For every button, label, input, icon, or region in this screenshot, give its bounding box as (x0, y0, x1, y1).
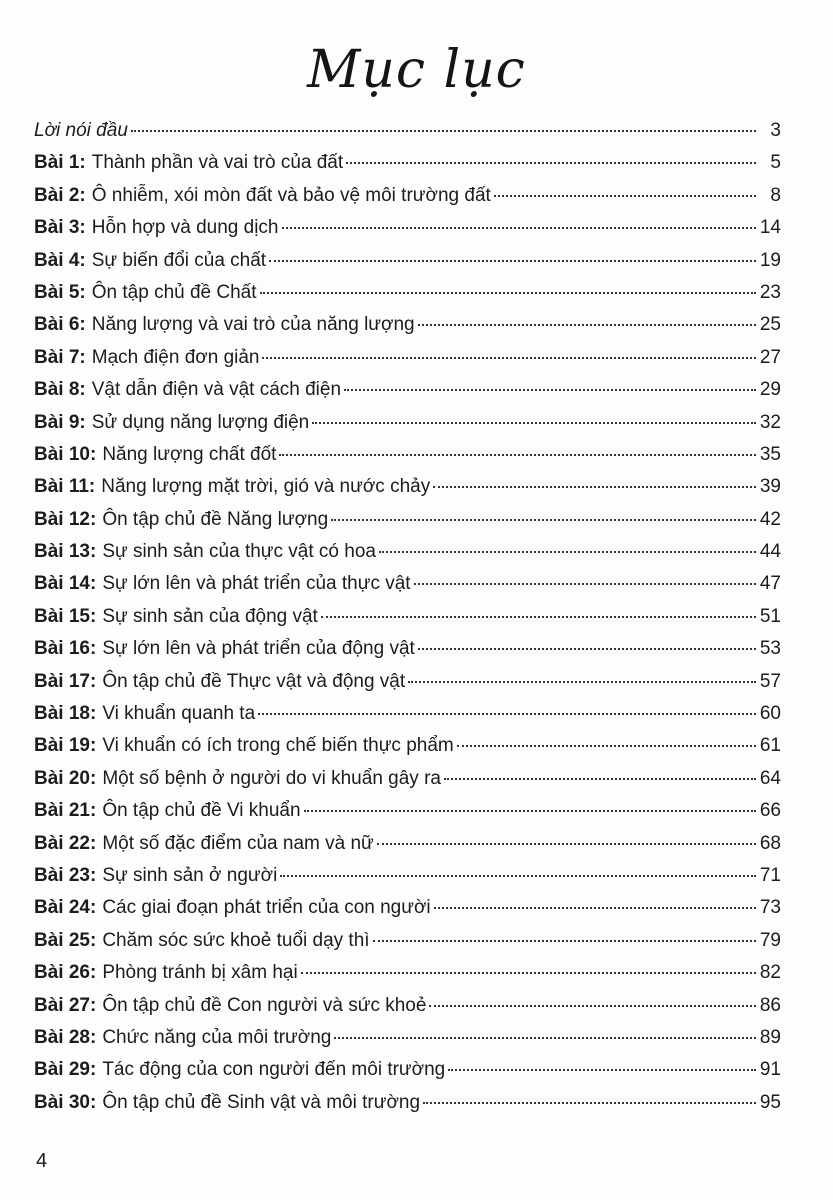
lesson-number: Bài 20: (34, 767, 97, 789)
toc-entry-page: 39 (759, 476, 781, 498)
toc-entry-title: Một số bệnh ở người do vi khuẩn gây ra (102, 767, 441, 789)
lesson-number: Bài 6: (34, 314, 86, 336)
toc-entry (34, 1025, 781, 1057)
dot-leader (131, 130, 756, 132)
toc-entry-page: 19 (759, 249, 781, 271)
dot-leader (418, 648, 756, 650)
toc-entry-title: Sử dụng năng lượng điện (91, 411, 310, 433)
toc-entry (34, 960, 781, 992)
dot-leader (377, 843, 756, 845)
toc-entry-page: 60 (759, 703, 781, 725)
dot-leader (334, 1037, 756, 1039)
toc-entry (34, 183, 781, 215)
dot-leader (379, 551, 756, 553)
toc-entry (34, 928, 781, 960)
toc-entry (34, 863, 781, 895)
toc-entry-title: Sự lớn lên và phát triển của thực vật (102, 573, 411, 595)
toc-entry (34, 895, 781, 927)
toc-entry (34, 798, 781, 830)
lesson-number: Bài 9: (34, 411, 86, 433)
toc-entry-page: 42 (759, 508, 781, 530)
toc-entry-title: Ôn tập chủ đề Con người và sức khoẻ (102, 994, 427, 1016)
toc-entry-title: Sự sinh sản ở người (102, 864, 278, 886)
toc-entry-title: Hỗn hợp và dung dịch (91, 217, 279, 239)
toc-entry-page: 23 (759, 281, 781, 303)
toc-entry-page: 14 (759, 217, 781, 239)
toc-entry-title: Các giai đoạn phát triển của con người (102, 897, 431, 919)
dot-leader (414, 583, 756, 585)
toc-entry-page: 47 (759, 573, 781, 595)
toc-entry-page: 3 (770, 120, 781, 141)
toc-entry-title: Năng lượng chất đốt (102, 443, 277, 465)
toc-entry-page: 89 (759, 1026, 781, 1048)
page-number: 4 (36, 1150, 48, 1172)
dot-leader (423, 1102, 756, 1104)
toc-entry-title: Ôn tập chủ đề Chất (91, 281, 257, 303)
toc-entry (34, 733, 781, 765)
dot-leader (429, 1005, 756, 1007)
lesson-number: Bài 8: (34, 379, 86, 401)
dot-leader (418, 324, 756, 326)
toc-entry-title: Sự sinh sản của động vật (102, 605, 318, 627)
dot-leader (494, 195, 756, 197)
toc-entry (34, 831, 781, 863)
lesson-number: Bài 29: (34, 1059, 97, 1081)
dot-leader (280, 875, 756, 877)
dot-leader (433, 486, 756, 488)
toc-entry-page: 27 (759, 346, 781, 368)
page-title: Mục lục (307, 40, 526, 100)
lesson-number: Bài 24: (34, 897, 97, 919)
dot-leader (408, 681, 756, 683)
toc-entry (34, 571, 781, 603)
toc-entry (34, 410, 781, 442)
toc-entry-page: 66 (759, 800, 781, 822)
lesson-number: Bài 17: (34, 670, 97, 692)
dot-leader (373, 940, 756, 942)
toc-entry-title: Năng lượng mặt trời, gió và nước chảy (101, 476, 431, 498)
toc-entry-title: Một số đặc điểm của nam và nữ (102, 832, 374, 854)
toc-entry-page: 29 (759, 379, 781, 401)
toc-entry-page: 86 (759, 994, 781, 1016)
lesson-number: Bài 2: (34, 184, 86, 206)
lesson-number: Bài 4: (34, 249, 86, 271)
toc-entry (34, 150, 781, 182)
lesson-number: Bài 23: (34, 864, 97, 886)
toc-entry (34, 248, 781, 280)
lesson-number: Bài 22: (34, 832, 97, 854)
toc-entry (34, 539, 781, 571)
lesson-number: Bài 18: (34, 703, 97, 725)
lesson-number: Bài 19: (34, 735, 97, 757)
lesson-number: Bài 25: (34, 929, 97, 951)
dot-leader (269, 260, 756, 262)
lesson-number: Bài 14: (34, 573, 97, 595)
toc-entry-page: 61 (759, 735, 781, 757)
lesson-number: Bài 13: (34, 541, 97, 563)
toc-entry-title: Sự sinh sản của thực vật có hoa (102, 541, 376, 563)
toc-entry-page: 91 (759, 1059, 781, 1081)
dot-leader (444, 778, 756, 780)
toc-entry-page: 64 (759, 767, 781, 789)
toc-entry-page: 8 (770, 184, 781, 206)
dot-leader (331, 519, 756, 521)
toc-entry-page: 68 (759, 832, 781, 854)
toc-entry (34, 442, 781, 474)
dot-leader (260, 292, 756, 294)
toc-entry-title: Thành phần và vai trò của đất (91, 152, 344, 174)
toc-entry-page: 82 (759, 962, 781, 984)
dot-leader (262, 357, 756, 359)
dot-leader (457, 745, 756, 747)
lesson-number: Bài 27: (34, 994, 97, 1016)
toc-entry-page: 73 (759, 897, 781, 919)
toc-entry-title: Năng lượng và vai trò của năng lượng (91, 314, 415, 336)
toc-entry (34, 474, 781, 506)
toc-entry-page: 25 (759, 314, 781, 336)
lesson-number: Bài 3: (34, 217, 86, 239)
toc-entry-page: 5 (770, 152, 781, 174)
lesson-number: Bài 16: (34, 638, 97, 660)
toc-entry-page: 44 (759, 541, 781, 563)
toc-entry (34, 604, 781, 636)
dot-leader (258, 713, 756, 715)
toc-entry-title: Ôn tập chủ đề Thực vật và động vật (102, 670, 406, 692)
table-of-contents (34, 118, 781, 1122)
dot-leader (344, 389, 756, 391)
lesson-number: Bài 12: (34, 508, 97, 530)
toc-entry-page: 35 (759, 443, 781, 465)
toc-entry (34, 312, 781, 344)
toc-entry-title: Chăm sóc sức khoẻ tuổi dạy thì (102, 929, 370, 951)
toc-entry-title: Ôn tập chủ đề Vi khuẩn (102, 800, 301, 822)
toc-entry (34, 1090, 781, 1122)
lesson-number: Bài 28: (34, 1026, 97, 1048)
toc-entry-intro (34, 118, 781, 150)
dot-leader (434, 907, 756, 909)
toc-entry-title: Phòng tránh bị xâm hại (102, 962, 298, 984)
toc-entry-title: Vi khuẩn quanh ta (102, 703, 256, 725)
toc-entry-title: Vật dẫn điện và vật cách điện (91, 379, 342, 401)
toc-entry-title: Ô nhiễm, xói mòn đất và bảo vệ môi trường đất (91, 184, 491, 206)
toc-entry-page: 53 (759, 638, 781, 660)
dot-leader (448, 1069, 756, 1071)
toc-entry (34, 636, 781, 668)
lesson-number: Bài 15: (34, 605, 97, 627)
lesson-number: Bài 5: (34, 281, 86, 303)
dot-leader (321, 616, 756, 618)
toc-entry-title: Sự lớn lên và phát triển của động vật (102, 638, 415, 660)
toc-entry (34, 345, 781, 377)
lesson-number: Bài 11: (34, 476, 96, 498)
toc-entry-title: Ôn tập chủ đề Sinh vật và môi trường (102, 1091, 421, 1113)
toc-entry (34, 701, 781, 733)
toc-entry-page: 95 (759, 1091, 781, 1113)
toc-entry-title: Lời nói đầu (34, 120, 128, 141)
dot-leader (312, 422, 756, 424)
toc-entry (34, 1057, 781, 1089)
toc-entry-page: 51 (759, 605, 781, 627)
lesson-number: Bài 10: (34, 443, 97, 465)
lesson-number: Bài 1: (34, 152, 86, 174)
toc-entry-page: 32 (759, 411, 781, 433)
dot-leader (282, 227, 756, 229)
toc-entry-title: Chức năng của môi trường (102, 1026, 332, 1048)
lesson-number: Bài 26: (34, 962, 97, 984)
toc-entry-title: Mạch điện đơn giản (91, 346, 260, 368)
toc-entry-title: Tác động của con người đến môi trường (102, 1059, 446, 1081)
toc-entry-title: Vi khuẩn có ích trong chế biến thực phẩm (102, 735, 454, 757)
dot-leader (279, 454, 756, 456)
toc-entry (34, 280, 781, 312)
toc-entry-page: 57 (759, 670, 781, 692)
toc-entry (34, 507, 781, 539)
toc-entry-page: 71 (759, 864, 781, 886)
toc-entry (34, 766, 781, 798)
toc-entry-title: Sự biến đổi của chất (91, 249, 267, 271)
dot-leader (346, 162, 756, 164)
toc-entry (34, 215, 781, 247)
toc-entry (34, 669, 781, 701)
toc-entry-page: 79 (759, 929, 781, 951)
lesson-number: Bài 21: (34, 800, 97, 822)
lesson-number: Bài 30: (34, 1091, 97, 1113)
dot-leader (301, 972, 756, 974)
toc-entry (34, 377, 781, 409)
toc-entry (34, 993, 781, 1025)
toc-entry-title: Ôn tập chủ đề Năng lượng (102, 508, 329, 530)
dot-leader (304, 810, 756, 812)
lesson-number: Bài 7: (34, 346, 86, 368)
